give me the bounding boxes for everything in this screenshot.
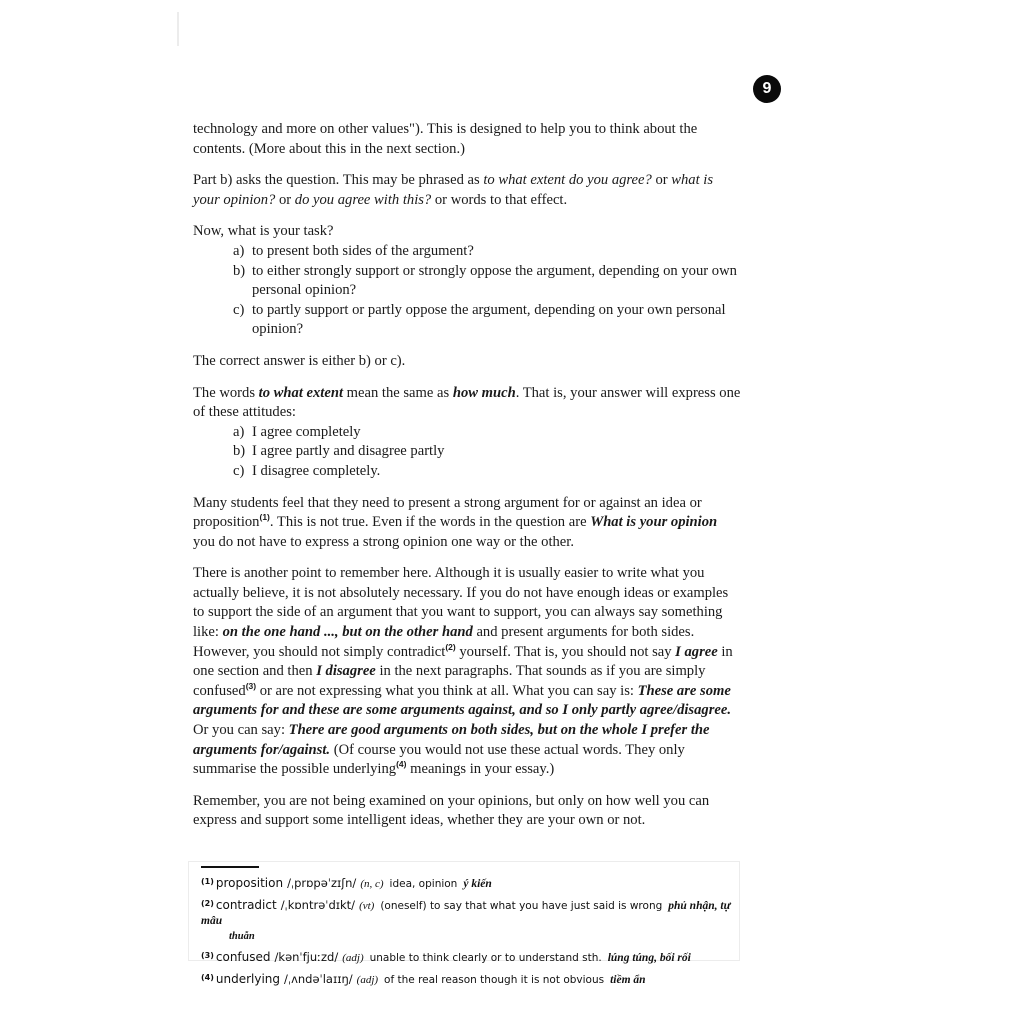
text: Many students feel that they need to present a strong argument for or against an idea or proposition bbox=[193, 494, 702, 531]
list-text: to partly support or partly oppose the argument, depending on your own personal opinion? bbox=[252, 301, 726, 338]
emphasis: I agree bbox=[675, 643, 718, 660]
scan-gutter-mark bbox=[177, 12, 179, 46]
text: or bbox=[275, 191, 295, 208]
text: meanings in your essay.) bbox=[406, 761, 555, 778]
emphasis: do you agree with this? bbox=[294, 191, 432, 208]
emphasis: what is your opinion? bbox=[193, 172, 714, 208]
page-number-badge bbox=[753, 75, 781, 103]
text: yourself. That is, you should not say bbox=[455, 643, 676, 660]
footnotes-box bbox=[188, 861, 740, 986]
footnote-item bbox=[201, 970, 739, 988]
text: or bbox=[651, 172, 672, 189]
footnote-word: contradict bbox=[215, 898, 277, 912]
text: in the next paragraphs. That sounds as if you are simply confused bbox=[193, 663, 706, 699]
list-text: I disagree completely. bbox=[252, 462, 381, 479]
footnote-definition: (oneself) to say that what you have just said is wrong bbox=[380, 900, 663, 912]
footnote-ipa: /ˌprɒpəˈzɪʃn/ bbox=[287, 876, 357, 890]
emphasis: on the one hand ..., but on the other hand bbox=[222, 624, 473, 641]
footnote-definition: of the real reason though it is not obvious bbox=[384, 974, 605, 986]
paragraph-5 bbox=[193, 384, 741, 482]
text: you do not have to express a strong opinion one way or the other. bbox=[193, 533, 574, 550]
footnote-word: underlying bbox=[215, 972, 281, 986]
list-item bbox=[193, 423, 741, 443]
list-item bbox=[193, 301, 741, 340]
footnote-pos: (vt) bbox=[359, 900, 375, 912]
list-marker: a) bbox=[233, 423, 245, 440]
footnote-translation-continued: thuẫn bbox=[229, 931, 255, 942]
footnote-ref: (3) bbox=[245, 680, 257, 691]
footnote-ipa: /kənˈfjuːzd/ bbox=[274, 950, 339, 964]
footnote-word: proposition bbox=[215, 876, 284, 890]
list-item bbox=[193, 242, 741, 262]
list-marker: b) bbox=[233, 443, 246, 460]
emphasis: There are good arguments on both sides, but on the whole I prefer the arguments for/against. bbox=[193, 722, 710, 758]
footnote-ref: (4) bbox=[396, 759, 407, 770]
footnote-item bbox=[201, 874, 739, 892]
body-text bbox=[193, 120, 741, 843]
footnote-rule bbox=[201, 866, 259, 868]
emphasis: I disagree bbox=[316, 663, 376, 680]
text: Or you can say: bbox=[193, 722, 289, 739]
footnote-item bbox=[201, 948, 739, 966]
footnote-number: (4) bbox=[201, 973, 214, 982]
list-marker: a) bbox=[233, 242, 245, 259]
footnote-item bbox=[201, 896, 739, 944]
text: and present arguments for both sides. However, you should not simply contradict bbox=[193, 624, 695, 660]
list-marker: c) bbox=[233, 301, 245, 318]
emphasis: to what extent do you agree? bbox=[483, 172, 652, 189]
footnote-pos: (n, c) bbox=[360, 878, 384, 890]
emphasis: how much bbox=[452, 384, 516, 401]
paragraph-8 bbox=[193, 792, 741, 831]
footnote-translation: ý kiến bbox=[463, 878, 492, 890]
text: There is another point to remember here. Although it is usually easier to write what you actually believe, it is not absolutely necessary. If you do not have enough ideas or examples to support the side of an argument that you want to support, you can always say something like: bbox=[193, 565, 729, 641]
paragraph-4 bbox=[193, 352, 741, 372]
text: . That is, your answer will express one of these attitudes: bbox=[193, 384, 741, 421]
footnote-translation: tiềm ẩn bbox=[610, 974, 646, 986]
list-item bbox=[193, 462, 741, 482]
text: technology and more on other values"). This is designed to help you to think about the contents. (More about this in the next section.) bbox=[193, 121, 698, 157]
footnote-ref: (2) bbox=[445, 641, 456, 652]
footnote-number: (3) bbox=[201, 951, 214, 960]
footnote-definition: unable to think clearly or to understand sth. bbox=[369, 952, 602, 964]
text: (Of course you would not use these actual words. They only summarise the possible underlying bbox=[193, 741, 685, 778]
text: or words to that effect. bbox=[431, 191, 568, 208]
question-intro: Now, what is your task? bbox=[193, 223, 334, 240]
text: or are not expressing what you think at all. What you can say is: bbox=[256, 682, 638, 699]
footnote-number: (2) bbox=[201, 899, 214, 908]
text: The correct answer is either b) or c). bbox=[193, 352, 406, 369]
text: mean the same as bbox=[343, 384, 453, 401]
footnote-number: (1) bbox=[201, 877, 214, 886]
footnote-ref: (1) bbox=[259, 512, 270, 523]
paragraph-3 bbox=[193, 222, 741, 340]
paragraph-2 bbox=[193, 171, 741, 210]
footnote-ipa: /ˌʌndəˈlaɪɪŋ/ bbox=[284, 972, 353, 986]
text: . This is not true. Even if the words in the question are bbox=[269, 514, 591, 531]
emphasis: to what extent bbox=[258, 384, 343, 401]
footnote-pos: (adj) bbox=[356, 974, 379, 986]
emphasis: What is your opinion bbox=[590, 514, 718, 531]
footnote-definition: idea, opinion bbox=[389, 878, 458, 890]
page-number: 9 bbox=[762, 80, 772, 97]
text: The words bbox=[193, 384, 259, 401]
text: Remember, you are not being examined on your opinions, but only on how well you can express and support some intelligent ideas, whether they are your own or not. bbox=[193, 792, 710, 829]
list-marker: b) bbox=[233, 262, 246, 279]
emphasis: These are some arguments for and these are some arguments against, and so I only partly agree/disagree. bbox=[193, 682, 731, 719]
list-text: to either strongly support or strongly oppose the argument, depending on your own personal opinion? bbox=[252, 262, 737, 299]
footnote-pos: (adj) bbox=[342, 952, 364, 964]
list-text: I agree partly and disagree partly bbox=[252, 443, 445, 460]
text: in one section and then bbox=[193, 643, 733, 680]
list-marker: c) bbox=[233, 462, 245, 479]
list-item bbox=[193, 262, 741, 301]
paragraph-6 bbox=[193, 494, 741, 553]
footnote-ipa: /ˌkɒntrəˈdɪkt/ bbox=[280, 898, 356, 912]
list-text: to present both sides of the argument? bbox=[252, 242, 474, 259]
list-text: I agree completely bbox=[252, 423, 361, 440]
attitudes-list bbox=[193, 423, 741, 482]
footnote-translation: phủ nhận, tự mâu bbox=[201, 900, 731, 927]
footnote-translation: lúng túng, bối rối bbox=[607, 952, 691, 964]
paragraph-7 bbox=[193, 564, 741, 780]
text: Part b) asks the question. This may be phrased as bbox=[193, 172, 484, 189]
paragraph-1 bbox=[193, 120, 741, 159]
task-options-list bbox=[193, 242, 741, 340]
footnote-word: confused bbox=[215, 950, 271, 964]
list-item bbox=[193, 442, 741, 462]
